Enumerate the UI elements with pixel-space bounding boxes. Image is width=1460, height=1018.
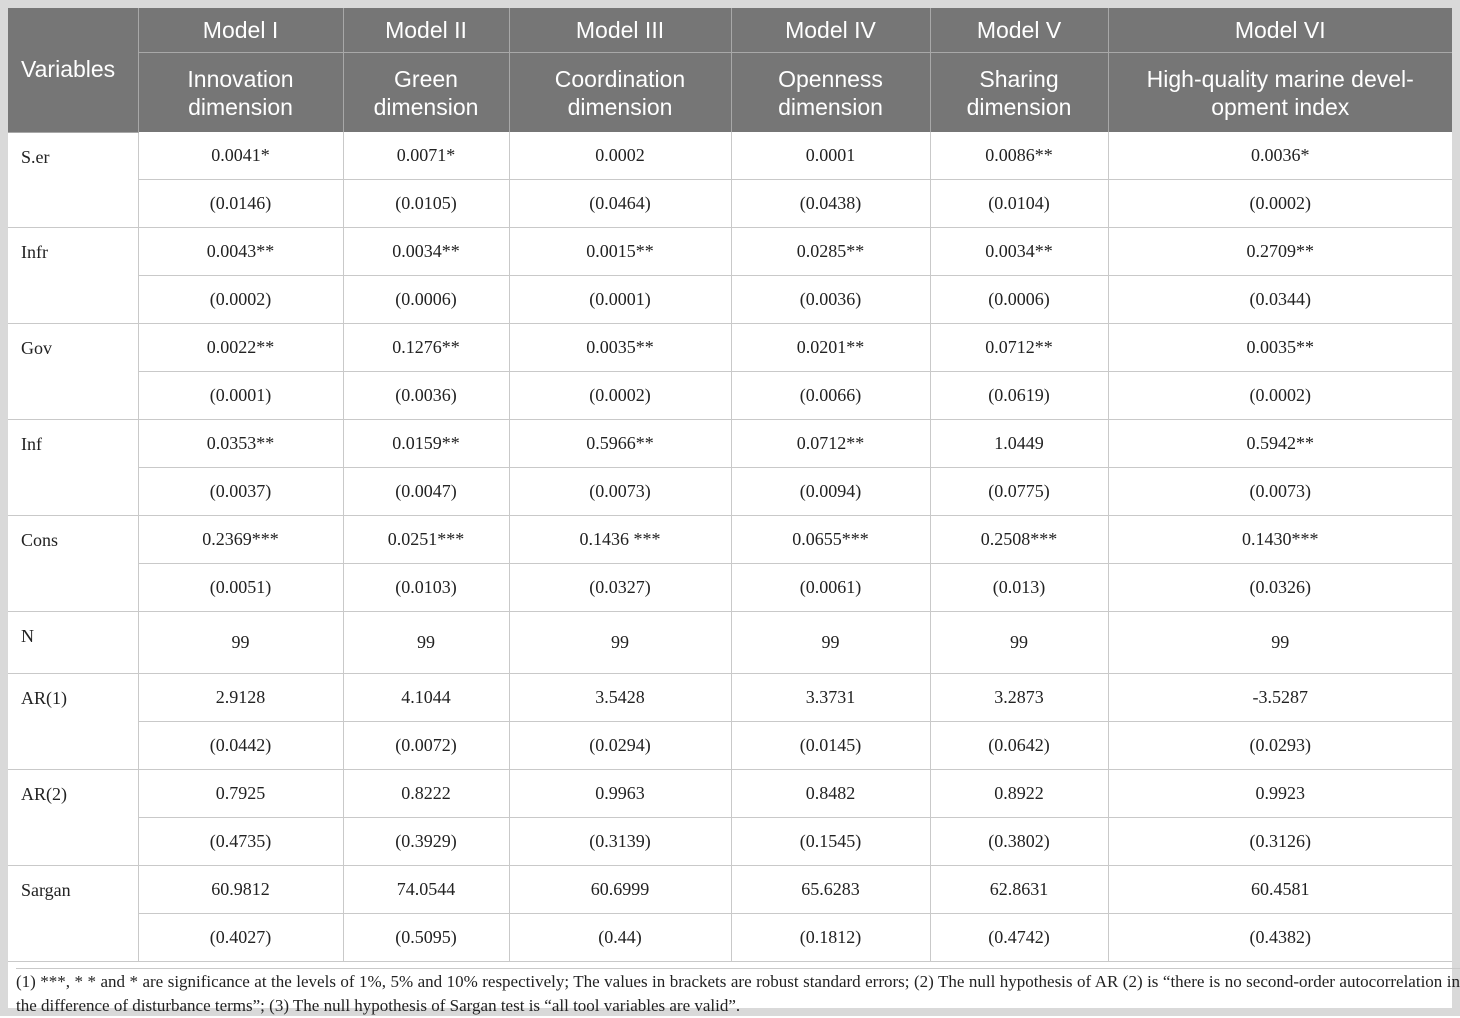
- coefficient-cell: 3.3731: [731, 674, 930, 722]
- std-error-cell: (0.3139): [509, 818, 731, 866]
- model-header: Model V: [930, 8, 1108, 53]
- variable-label: AR(1): [8, 674, 138, 770]
- coefficient-cell: 60.4581: [1108, 866, 1452, 914]
- coefficient-cell: -3.5287: [1108, 674, 1452, 722]
- coefficient-cell: 0.8482: [731, 770, 930, 818]
- coefficient-cell: 0.1430***: [1108, 516, 1452, 564]
- table-row: [8, 722, 1452, 770]
- table-row: [8, 132, 1452, 180]
- dimension-header: [731, 53, 930, 133]
- coefficient-cell: 0.0041*: [138, 132, 343, 180]
- std-error-cell: (0.0094): [731, 468, 930, 516]
- dimension-line: Coordination: [554, 65, 686, 92]
- model-header: Model IV: [731, 8, 930, 53]
- dimension-line: Sharing: [979, 65, 1059, 92]
- table-row: [8, 276, 1452, 324]
- variable-label: N: [8, 612, 138, 674]
- variables-header: Variables: [8, 8, 138, 132]
- coefficient-cell: 62.8631: [930, 866, 1108, 914]
- table-row: [8, 866, 1452, 914]
- table-row: [8, 770, 1452, 818]
- std-error-cell: (0.0047): [343, 468, 509, 516]
- table-row: [8, 516, 1452, 564]
- coefficient-cell: 0.5966**: [509, 420, 731, 468]
- table-row: [8, 612, 1452, 674]
- dimension-header: [930, 53, 1108, 133]
- dimension-line: Innovation: [187, 65, 294, 92]
- std-error-cell: (0.0105): [343, 180, 509, 228]
- table-body: [8, 132, 1452, 962]
- coefficient-cell: 0.0285**: [731, 228, 930, 276]
- coefficient-cell: 0.0201**: [731, 324, 930, 372]
- variable-label: AR(2): [8, 770, 138, 866]
- std-error-cell: (0.0001): [509, 276, 731, 324]
- std-error-cell: (0.0294): [509, 722, 731, 770]
- coefficient-cell: 0.7925: [138, 770, 343, 818]
- coefficient-cell: 0.2709**: [1108, 228, 1452, 276]
- coefficient-cell: 0.2369***: [138, 516, 343, 564]
- coefficient-cell: 74.0544: [343, 866, 509, 914]
- regression-table: [8, 8, 1452, 962]
- table-row: [8, 228, 1452, 276]
- coefficient-cell: 0.0022**: [138, 324, 343, 372]
- coefficient-cell: 99: [138, 612, 343, 674]
- std-error-cell: (0.3929): [343, 818, 509, 866]
- variable-label: Sargan: [8, 866, 138, 962]
- dimension-header: [138, 53, 343, 133]
- variable-label: Cons: [8, 516, 138, 612]
- std-error-cell: (0.0293): [1108, 722, 1452, 770]
- std-error-cell: (0.0642): [930, 722, 1108, 770]
- dimension-line: opment index: [1211, 93, 1350, 120]
- dimension-line: Green: [394, 65, 458, 92]
- std-error-cell: (0.0036): [343, 372, 509, 420]
- dimension-line: dimension: [188, 93, 293, 120]
- std-error-cell: (0.0464): [509, 180, 731, 228]
- std-error-cell: (0.0037): [138, 468, 343, 516]
- coefficient-cell: 0.0086**: [930, 132, 1108, 180]
- coefficient-cell: 2.9128: [138, 674, 343, 722]
- coefficient-cell: 0.9923: [1108, 770, 1452, 818]
- coefficient-cell: 0.0034**: [930, 228, 1108, 276]
- coefficient-cell: 99: [1108, 612, 1452, 674]
- dimension-line: dimension: [778, 93, 883, 120]
- dimension-line: High-quality marine devel-: [1146, 65, 1414, 92]
- coefficient-cell: 60.6999: [509, 866, 731, 914]
- coefficient-cell: 99: [509, 612, 731, 674]
- std-error-cell: (0.44): [509, 914, 731, 962]
- coefficient-cell: 1.0449: [930, 420, 1108, 468]
- std-error-cell: (0.0326): [1108, 564, 1452, 612]
- std-error-cell: (0.0002): [1108, 180, 1452, 228]
- coefficient-cell: 0.0043**: [138, 228, 343, 276]
- coefficient-cell: 0.0015**: [509, 228, 731, 276]
- std-error-cell: (0.1812): [731, 914, 930, 962]
- std-error-cell: (0.0344): [1108, 276, 1452, 324]
- std-error-cell: (0.0775): [930, 468, 1108, 516]
- model-header: Model VI: [1108, 8, 1452, 53]
- coefficient-cell: 0.8222: [343, 770, 509, 818]
- coefficient-cell: 3.5428: [509, 674, 731, 722]
- coefficient-cell: 0.1276**: [343, 324, 509, 372]
- coefficient-cell: 0.1436 ***: [509, 516, 731, 564]
- std-error-cell: (0.0051): [138, 564, 343, 612]
- coefficient-cell: 0.0034**: [343, 228, 509, 276]
- coefficient-cell: 65.6283: [731, 866, 930, 914]
- coefficient-cell: 0.5942**: [1108, 420, 1452, 468]
- coefficient-cell: 0.0036*: [1108, 132, 1452, 180]
- table-footnote: (1) ***, * * and * are significance at the levels of 1%, 5% and 10% respectively; The values in brackets are robust standard errors; (2) The null hypothesis of AR (2) is “there is no second-order autocorrelation in the difference of disturbance terms”; (3) The null hypothesis of Sargan test is “all tool variables are valid”.: [16, 968, 1460, 1018]
- std-error-cell: (0.5095): [343, 914, 509, 962]
- std-error-cell: (0.0006): [343, 276, 509, 324]
- coefficient-cell: 0.0712**: [930, 324, 1108, 372]
- std-error-cell: (0.0438): [731, 180, 930, 228]
- coefficient-cell: 0.0251***: [343, 516, 509, 564]
- std-error-cell: (0.0002): [138, 276, 343, 324]
- std-error-cell: (0.0006): [930, 276, 1108, 324]
- std-error-cell: (0.0103): [343, 564, 509, 612]
- dimension-header: [343, 53, 509, 133]
- variable-label: S.er: [8, 132, 138, 228]
- coefficient-cell: 0.0002: [509, 132, 731, 180]
- std-error-cell: (0.3126): [1108, 818, 1452, 866]
- model-header: Model I: [138, 8, 343, 53]
- table-header: [8, 8, 1452, 132]
- std-error-cell: (0.4382): [1108, 914, 1452, 962]
- variable-label: Infr: [8, 228, 138, 324]
- coefficient-cell: 0.2508***: [930, 516, 1108, 564]
- dimension-line: dimension: [373, 93, 479, 120]
- coefficient-cell: 0.0071*: [343, 132, 509, 180]
- std-error-cell: (0.0036): [731, 276, 930, 324]
- table-row: [8, 674, 1452, 722]
- variable-label: Gov: [8, 324, 138, 420]
- table-row: [8, 914, 1452, 962]
- dimension-header: [509, 53, 731, 133]
- table-row: [8, 818, 1452, 866]
- model-header: Model III: [509, 8, 731, 53]
- std-error-cell: (0.0073): [509, 468, 731, 516]
- model-header: Model II: [343, 8, 509, 53]
- std-error-cell: (0.0073): [1108, 468, 1452, 516]
- table-row: [8, 180, 1452, 228]
- coefficient-cell: 99: [343, 612, 509, 674]
- dimension-line: Openness: [778, 65, 883, 92]
- std-error-cell: (0.0001): [138, 372, 343, 420]
- std-error-cell: (0.013): [930, 564, 1108, 612]
- std-error-cell: (0.0145): [731, 722, 930, 770]
- coefficient-cell: 3.2873: [930, 674, 1108, 722]
- std-error-cell: (0.4742): [930, 914, 1108, 962]
- std-error-cell: (0.3802): [930, 818, 1108, 866]
- std-error-cell: (0.0442): [138, 722, 343, 770]
- dimension-line: dimension: [966, 93, 1072, 120]
- coefficient-cell: 0.0655***: [731, 516, 930, 564]
- coefficient-cell: 0.0712**: [731, 420, 930, 468]
- table-row: [8, 468, 1452, 516]
- std-error-cell: (0.0072): [343, 722, 509, 770]
- std-error-cell: (0.0002): [509, 372, 731, 420]
- std-error-cell: (0.0327): [509, 564, 731, 612]
- coefficient-cell: 0.0001: [731, 132, 930, 180]
- table-row: [8, 420, 1452, 468]
- coefficient-cell: 0.9963: [509, 770, 731, 818]
- std-error-cell: (0.0619): [930, 372, 1108, 420]
- coefficient-cell: 0.0035**: [1108, 324, 1452, 372]
- std-error-cell: (0.4027): [138, 914, 343, 962]
- table-row: [8, 324, 1452, 372]
- dimension-header: [1108, 53, 1452, 133]
- table-row: [8, 372, 1452, 420]
- coefficient-cell: 0.0353**: [138, 420, 343, 468]
- std-error-cell: (0.0002): [1108, 372, 1452, 420]
- std-error-cell: (0.4735): [138, 818, 343, 866]
- std-error-cell: (0.1545): [731, 818, 930, 866]
- coefficient-cell: 0.8922: [930, 770, 1108, 818]
- std-error-cell: (0.0061): [731, 564, 930, 612]
- variable-label: Inf: [8, 420, 138, 516]
- coefficient-cell: 0.0159**: [343, 420, 509, 468]
- dimension-line: dimension: [567, 93, 673, 120]
- coefficient-cell: 4.1044: [343, 674, 509, 722]
- coefficient-cell: 60.9812: [138, 866, 343, 914]
- coefficient-cell: 99: [930, 612, 1108, 674]
- std-error-cell: (0.0146): [138, 180, 343, 228]
- coefficient-cell: 99: [731, 612, 930, 674]
- coefficient-cell: 0.0035**: [509, 324, 731, 372]
- std-error-cell: (0.0066): [731, 372, 930, 420]
- std-error-cell: (0.0104): [930, 180, 1108, 228]
- table-row: [8, 564, 1452, 612]
